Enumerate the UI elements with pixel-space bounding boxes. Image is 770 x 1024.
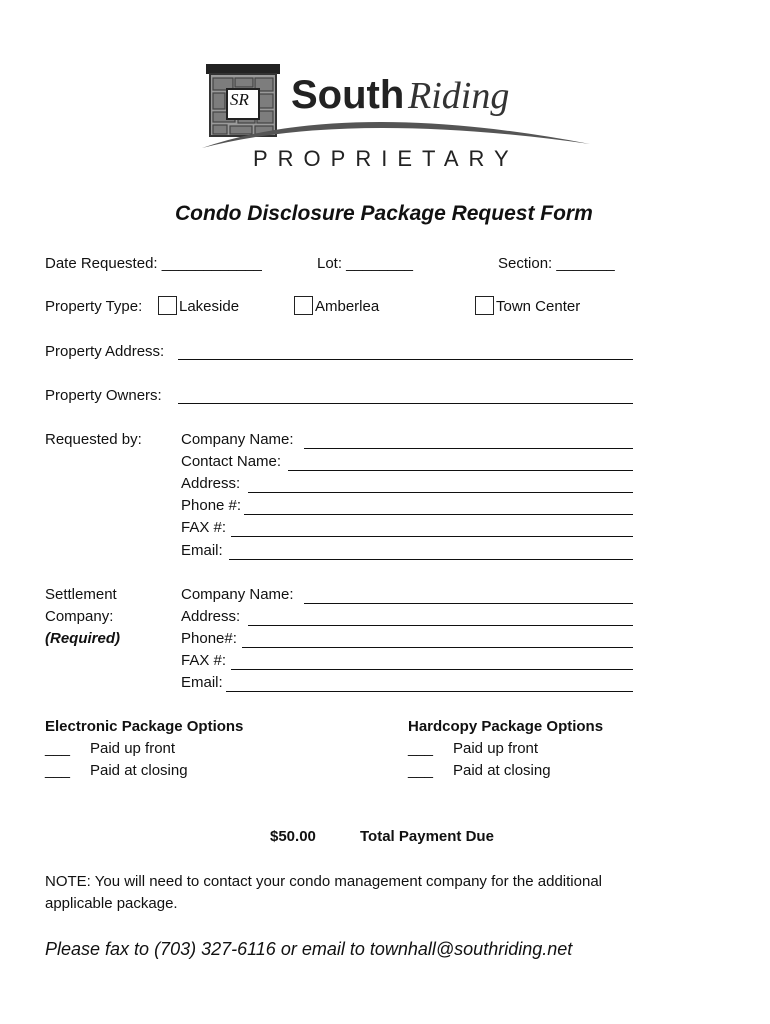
hardcopy-paid-up-front: Paid up front — [453, 740, 539, 757]
sc-phone-label: Phone#: — [181, 630, 237, 647]
property-address-label: Property Address: — [45, 343, 165, 360]
rb-contact-name-line[interactable] — [288, 470, 633, 471]
rb-phone-label: Phone #: — [181, 497, 242, 514]
section-field[interactable]: Section: _______ — [498, 255, 615, 272]
logo-brand-script: Riding — [408, 75, 510, 117]
payment-label: Total Payment Due — [360, 828, 494, 845]
logo-graphic — [198, 58, 598, 173]
requested-by-label: Requested by: — [45, 431, 142, 448]
logo-tagline: PROPRIETARY — [253, 146, 519, 171]
property-owners-label: Property Owners: — [45, 387, 162, 404]
rb-fax-line[interactable] — [231, 536, 633, 537]
electronic-paid-at-closing: Paid at closing — [90, 762, 188, 779]
hardcopy-blank-1[interactable]: ___ — [408, 740, 434, 757]
property-type-label: Property Type: — [45, 298, 143, 315]
property-owners-line[interactable] — [178, 403, 633, 404]
sc-address-line[interactable] — [248, 625, 633, 626]
rb-contact-name-label: Contact Name: — [181, 453, 282, 470]
sc-phone-line[interactable] — [242, 647, 633, 648]
note-line-1: NOTE: You will need to contact your condo management company for the additional — [45, 873, 602, 890]
electronic-blank-1[interactable]: ___ — [45, 740, 71, 757]
sc-email-label: Email: — [181, 674, 223, 691]
checkbox-town-center[interactable] — [475, 296, 494, 315]
payment-amount: $50.00 — [270, 828, 316, 845]
date-requested-field[interactable]: Date Requested: ____________ — [45, 255, 262, 272]
electronic-paid-up-front: Paid up front — [90, 740, 176, 757]
electronic-blank-2[interactable]: ___ — [45, 762, 71, 779]
note-line-2: applicable package. — [45, 895, 178, 912]
sc-email-line[interactable] — [226, 691, 633, 692]
sc-fax-line[interactable] — [231, 669, 633, 670]
amberlea-label: Amberlea — [315, 298, 380, 315]
town-center-label: Town Center — [496, 298, 581, 315]
south-riding-logo — [198, 58, 598, 173]
amberlea-checkbox-option[interactable] — [294, 296, 379, 315]
rb-fax-label: FAX #: — [181, 519, 227, 536]
logo-monogram: SR — [230, 90, 249, 109]
hardcopy-blank-2[interactable]: ___ — [408, 762, 434, 779]
required-note: (Required) — [45, 630, 120, 647]
rb-company-name-line[interactable] — [304, 448, 633, 449]
electronic-options-heading: Electronic Package Options — [45, 718, 244, 735]
checkbox-amberlea[interactable] — [294, 296, 313, 315]
property-address-line[interactable] — [178, 359, 633, 360]
page-title: Condo Disclosure Package Request Form — [175, 202, 593, 225]
hardcopy-paid-at-closing: Paid at closing — [453, 762, 551, 779]
fax-email-instructions: Please fax to (703) 327-6116 or email to townhall@southriding.net — [45, 939, 573, 959]
sc-company-name-line[interactable] — [304, 603, 633, 604]
lakeside-label: Lakeside — [179, 298, 240, 315]
lakeside-checkbox-option[interactable] — [158, 296, 239, 315]
rb-phone-line[interactable] — [244, 514, 633, 515]
settlement-label-line2: Company: — [45, 608, 114, 625]
checkbox-lakeside[interactable] — [158, 296, 177, 315]
rb-email-label: Email: — [181, 542, 223, 559]
sc-fax-label: FAX #: — [181, 652, 227, 669]
logo-brand-bold: South — [291, 73, 405, 117]
hardcopy-options-heading: Hardcopy Package Options — [408, 718, 604, 735]
lot-field[interactable]: Lot: ________ — [317, 255, 413, 272]
settlement-label-line1: Settlement — [45, 586, 117, 603]
rb-address-label: Address: — [181, 475, 241, 492]
sc-address-label: Address: — [181, 608, 241, 625]
sc-company-name-label: Company Name: — [181, 586, 294, 603]
rb-email-line[interactable] — [229, 559, 633, 560]
rb-address-line[interactable] — [248, 492, 633, 493]
town-center-checkbox-option[interactable] — [475, 296, 580, 315]
rb-company-name-label: Company Name: — [181, 431, 294, 448]
